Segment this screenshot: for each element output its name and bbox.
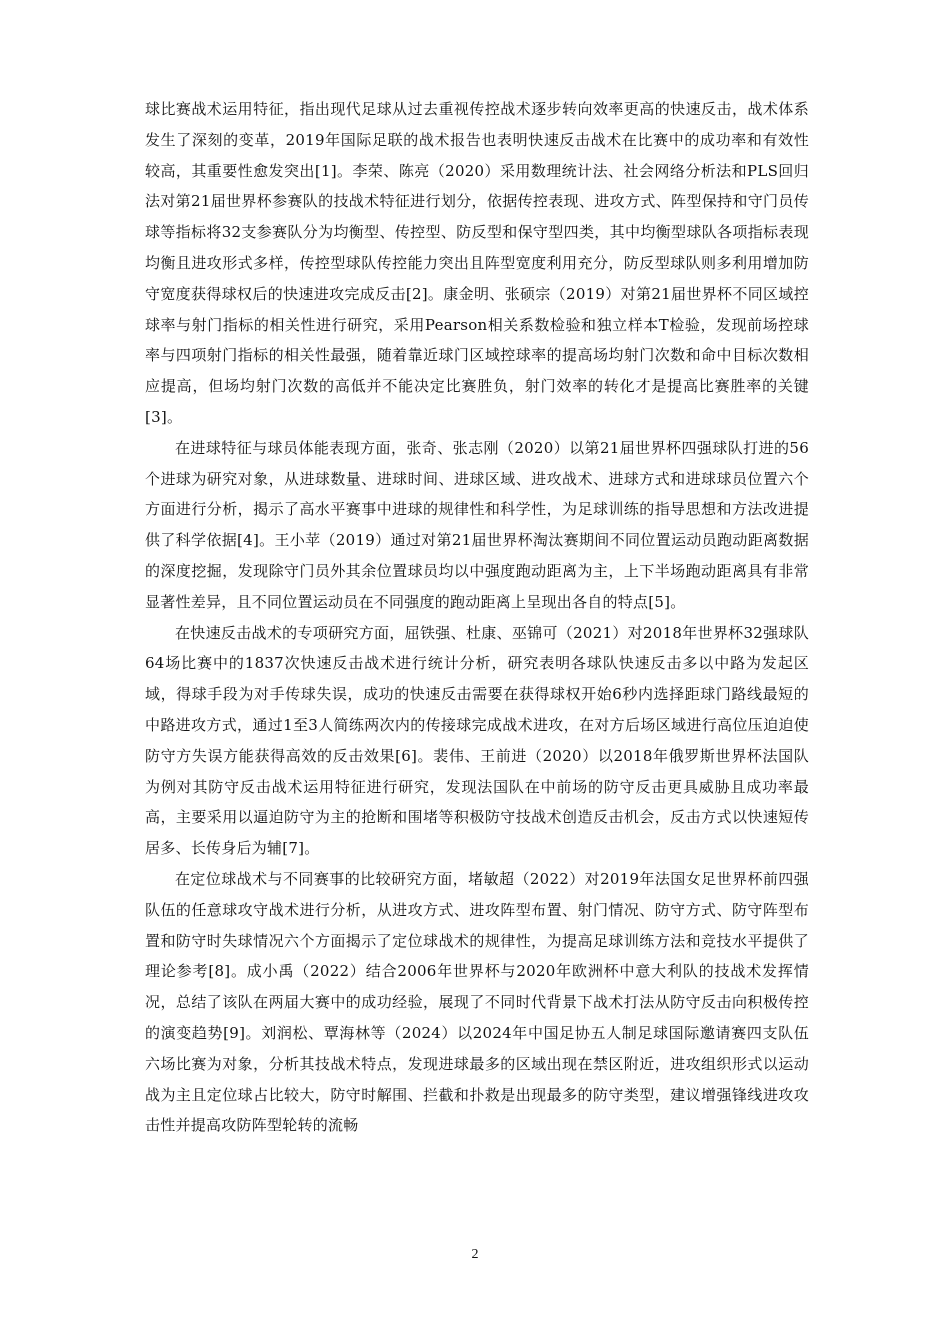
paragraph-counterattack: 在快速反击战术的专项研究方面，屈铁强、杜康、巫锦可（2021）对2018年世界杯32强球队64场比赛中的1837次快速反击战术进行统计分析，研究表明各球队快速反击多以中路为发起区域，得球手段为对手传球失误，成功的快速反击需要在获得球权开始6秒内选择距球门路线最短的中路进攻方式，通过1至3人简练两次内的传接球完成战术进攻，在对方后场区域进行高位压迫迫使防守方失误方能获得高效的反击效果[6]。裴伟、王前进（2020）以2018年俄罗斯世界杯法国队为例对其防守反击战术运用特征进行研究，发现法国队在中前场的防守反击更具威胁且成功率最高，主要采用以逼迫防守为主的抢断和围堵等积极防守技战术创造反击机会，反击方式以快速短传居多、长传身后为辅[7]。 bbox=[145, 623, 809, 858]
paragraph-set-piece: 在定位球战术与不同赛事的比较研究方面，堵敏超（2022）对2019年法国女足世界杯前四强队伍的任意球攻守战术进行分析，从进攻方式、进攻阵型布置、射门情况、防守方式、防守阵型布置和防守时失球情况六个方面揭示了定位球战术的规律性，为提高足球训练方法和竞技水平提供了理论参考[8]。成小禹（2022）结合2006年世界杯与2020年欧洲杯中意大利队的技战术发挥情况，总结了该队在两届大赛中的成功经验，展现了不同时代背景下战术打法从防守反击向积极传控的演变趋势[9]。刘润松、覃海林等（2024）以2024年中国足协五人制足球国际邀请赛四支队伍六场比赛为对象，分析其技战术特点，发现进球最多的区域出现在禁区附近，进攻组织形式以运动战为主且定位球占比较大，防守时解围、拦截和扑救是出现最多的防守类型，建议增强锋线进攻攻击性并提高攻防阵型轮转的流畅 bbox=[145, 869, 809, 1135]
page-number: 2 bbox=[471, 1247, 479, 1262]
body-text bbox=[145, 94, 809, 1141]
paragraph-continuation: 球比赛战术运用特征，指出现代足球从过去重视传控战术逐步转向效率更高的快速反击，战术体系发生了深刻的变革，2019年国际足联的战术报告也表明快速反击战术在比赛中的成功率和有效性较高，其重要性愈发突出[1]。李荣、陈亮（2020）采用数理统计法、社会网络分析法和PLS回归法对第21届世界杯参赛队的技战术特征进行划分，依据传控表现、进攻方式、阵型保持和守门员传球等指标将32支参赛队分为均衡型、传控型、防反型和保守型四类，其中均衡型球队各项指标表现均衡且进攻形式多样，传控型球队传控能力突出且阵型宽度利用充分，防反型球队则多利用增加防守宽度获得球权后的快速进攻完成反击[2]。康金明、张硕宗（2019）对第21届世界杯不同区域控球率与射门指标的相关性进行研究，采用Pearson相关系数检验和独立样本T检验，发现前场控球率与四项射门指标的相关性最强，随着靠近球门区域控球率的提高场均射门次数和命中目标次数相应提高，但场均射门次数的高低并不能决定比赛胜负，射门效率的转化才是提高比赛胜率的关键[3]。 bbox=[145, 100, 809, 426]
paragraph-goal-and-fitness: 在进球特征与球员体能表现方面，张奇、张志刚（2020）以第21届世界杯四强球队打进的56个进球为研究对象，从进球数量、进球时间、进球区域、进攻战术、进球方式和进球球员位置六个方面进行分析，揭示了高水平赛事中进球的规律性和科学性，为足球训练的指导思想和方法改进提供了科学依据[4]。王小苹（2019）通过对第21届世界杯淘汰赛期间不同位置运动员跑动距离数据的深度挖掘，发现除守门员外其余位置球员均以中强度跑动距离为主，上下半场跑动距离具有非常显著性差异，且不同位置运动员在不同强度的跑动距离上呈现出各自的特点[5]。 bbox=[145, 438, 809, 611]
